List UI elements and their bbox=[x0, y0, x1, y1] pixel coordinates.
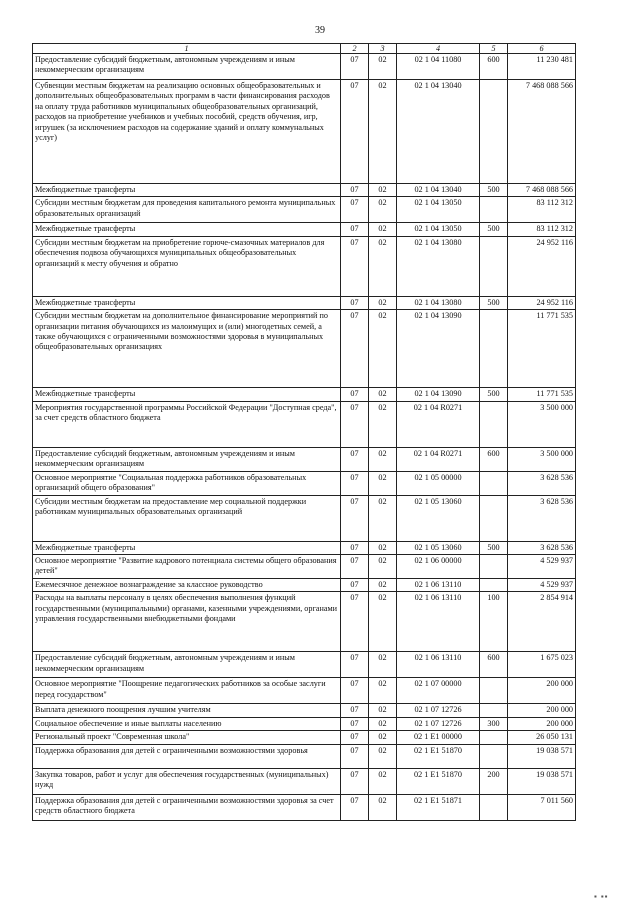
corner-mark: ▪ ▪▪ bbox=[594, 892, 609, 901]
row-amount-cell: 19 038 571 bbox=[508, 744, 576, 768]
row-amount-cell: 2 854 914 bbox=[508, 592, 576, 652]
row-amount-cell: 3 628 536 bbox=[508, 495, 576, 541]
row-amount-cell: 4 529 937 bbox=[508, 579, 576, 592]
table-row bbox=[33, 184, 576, 197]
table-row bbox=[33, 236, 576, 296]
row-amount-cell: 26 050 131 bbox=[508, 731, 576, 744]
row-expense-type-cell: 500 bbox=[480, 541, 508, 554]
row-amount-cell: 3 628 536 bbox=[508, 541, 576, 554]
row-expense-type-cell: 500 bbox=[480, 223, 508, 236]
row-amount-cell: 83 112 312 bbox=[508, 223, 576, 236]
row-target-code-cell: 02 1 05 13060 bbox=[397, 541, 480, 554]
row-expense-type-cell: 600 bbox=[480, 652, 508, 678]
row-expense-type-cell bbox=[480, 731, 508, 744]
table-row bbox=[33, 555, 576, 579]
page-number: 39 bbox=[315, 25, 325, 36]
row-subsection-cell: 02 bbox=[369, 223, 397, 236]
row-name-cell: Выплата денежного поощрения лучшим учителям bbox=[33, 704, 341, 717]
row-section-cell: 07 bbox=[341, 768, 369, 794]
row-name-cell: Региональный проект "Современная школа" bbox=[33, 731, 341, 744]
row-target-code-cell: 02 1 04 13080 bbox=[397, 236, 480, 296]
row-subsection-cell: 02 bbox=[369, 592, 397, 652]
row-subsection-cell: 02 bbox=[369, 794, 397, 820]
row-amount-cell: 4 529 937 bbox=[508, 555, 576, 579]
row-target-code-cell: 02 1 07 00000 bbox=[397, 678, 480, 704]
row-subsection-cell: 02 bbox=[369, 495, 397, 541]
table-row bbox=[33, 495, 576, 541]
table-row bbox=[33, 704, 576, 717]
table-row bbox=[33, 471, 576, 495]
row-target-code-cell: 02 1 04 13050 bbox=[397, 223, 480, 236]
row-section-cell: 07 bbox=[341, 223, 369, 236]
row-section-cell: 07 bbox=[341, 652, 369, 678]
row-expense-type-cell: 500 bbox=[480, 184, 508, 197]
row-amount-cell: 200 000 bbox=[508, 678, 576, 704]
row-name-cell: Ежемесячное денежное вознаграждение за классное руководство bbox=[33, 579, 341, 592]
table-row bbox=[33, 768, 576, 794]
row-name-cell: Субсидии местным бюджетам для проведения капитального ремонта муниципальных образовательных организаций bbox=[33, 197, 341, 223]
row-amount-cell: 200 000 bbox=[508, 717, 576, 730]
table-row bbox=[33, 652, 576, 678]
row-target-code-cell: 02 1 06 13110 bbox=[397, 579, 480, 592]
row-subsection-cell: 02 bbox=[369, 184, 397, 197]
row-expense-type-cell: 300 bbox=[480, 717, 508, 730]
row-name-cell: Предоставление субсидий бюджетным, автономным учреждениям и иным некоммерческим организациям bbox=[33, 652, 341, 678]
row-name-cell: Закупка товаров, работ и услуг для обеспечения государственных (муниципальных) нужд bbox=[33, 768, 341, 794]
row-target-code-cell: 02 1 E1 51871 bbox=[397, 794, 480, 820]
row-expense-type-cell: 200 bbox=[480, 768, 508, 794]
row-name-cell: Расходы на выплаты персоналу в целях обеспечения выполнения функций государственными (муниципальными) органами, казенными учреждениями, органами управления государственными внебюджетными фондами bbox=[33, 592, 341, 652]
row-section-cell: 07 bbox=[341, 447, 369, 471]
row-name-cell: Предоставление субсидий бюджетным, автономным учреждениям и иным некоммерческим организациям bbox=[33, 447, 341, 471]
row-amount-cell: 3 500 000 bbox=[508, 401, 576, 447]
row-section-cell: 07 bbox=[341, 495, 369, 541]
row-name-cell: Поддержка образования для детей с ограниченными возможностями здоровья bbox=[33, 744, 341, 768]
row-expense-type-cell bbox=[480, 80, 508, 184]
row-subsection-cell: 02 bbox=[369, 652, 397, 678]
row-expense-type-cell: 500 bbox=[480, 296, 508, 309]
table-row bbox=[33, 197, 576, 223]
row-amount-cell: 7 468 088 566 bbox=[508, 80, 576, 184]
row-target-code-cell: 02 1 04 13050 bbox=[397, 197, 480, 223]
row-section-cell: 07 bbox=[341, 401, 369, 447]
table-row bbox=[33, 794, 576, 820]
row-name-cell: Межбюджетные трансферты bbox=[33, 541, 341, 554]
row-section-cell: 07 bbox=[341, 197, 369, 223]
row-section-cell: 07 bbox=[341, 541, 369, 554]
row-subsection-cell: 02 bbox=[369, 704, 397, 717]
row-name-cell: Основное мероприятие "Социальная поддержка работников образовательных организаций общего образования" bbox=[33, 471, 341, 495]
table-header-row bbox=[33, 44, 576, 54]
row-target-code-cell: 02 1 E1 51870 bbox=[397, 744, 480, 768]
row-target-code-cell: 02 1 04 13080 bbox=[397, 296, 480, 309]
row-name-cell: Субсидии местным бюджетам на предоставление мер социальной поддержки работникам муниципальных образовательных организаций bbox=[33, 495, 341, 541]
row-name-cell: Мероприятия государственной программы Российской Федерации "Доступная среда", за счет средств областного бюджета bbox=[33, 401, 341, 447]
row-expense-type-cell bbox=[480, 579, 508, 592]
row-section-cell: 07 bbox=[341, 579, 369, 592]
row-amount-cell: 200 000 bbox=[508, 704, 576, 717]
row-section-cell: 07 bbox=[341, 388, 369, 401]
row-section-cell: 07 bbox=[341, 184, 369, 197]
row-target-code-cell: 02 1 04 11080 bbox=[397, 54, 480, 80]
row-section-cell: 07 bbox=[341, 678, 369, 704]
row-target-code-cell: 02 1 06 00000 bbox=[397, 555, 480, 579]
row-section-cell: 07 bbox=[341, 592, 369, 652]
row-name-cell: Социальное обеспечение и иные выплаты населению bbox=[33, 717, 341, 730]
row-expense-type-cell: 600 bbox=[480, 447, 508, 471]
table-row bbox=[33, 592, 576, 652]
row-name-cell: Основное мероприятие "Поощрение педагогических работников за особые заслуги перед государством" bbox=[33, 678, 341, 704]
table-row bbox=[33, 447, 576, 471]
row-expense-type-cell: 100 bbox=[480, 592, 508, 652]
row-section-cell: 07 bbox=[341, 296, 369, 309]
column-header: 4 bbox=[397, 44, 480, 54]
row-target-code-cell: 02 1 06 13110 bbox=[397, 652, 480, 678]
column-header: 6 bbox=[508, 44, 576, 54]
table-row bbox=[33, 388, 576, 401]
row-subsection-cell: 02 bbox=[369, 401, 397, 447]
table-row bbox=[33, 678, 576, 704]
row-expense-type-cell bbox=[480, 794, 508, 820]
row-section-cell: 07 bbox=[341, 310, 369, 388]
budget-table bbox=[32, 43, 576, 821]
row-amount-cell: 11 771 535 bbox=[508, 310, 576, 388]
row-target-code-cell: 02 1 04 13040 bbox=[397, 80, 480, 184]
row-subsection-cell: 02 bbox=[369, 447, 397, 471]
table-row bbox=[33, 401, 576, 447]
row-target-code-cell: 02 1 E1 51870 bbox=[397, 768, 480, 794]
row-subsection-cell: 02 bbox=[369, 236, 397, 296]
row-name-cell: Субсидии местным бюджетам на дополнительное финансирование мероприятий по организации питания обучающихся из малоимущих и (или) многодетных семей, а также обучающихся с ограниченными возможностями здоровья в муниципальных общеобразовательных организациях bbox=[33, 310, 341, 388]
row-name-cell: Субсидии местным бюджетам на приобретение горюче-смазочных материалов для обеспечения подвоза обучающихся муниципальных общеобразовательных организаций к месту обучения и обратно bbox=[33, 236, 341, 296]
table-row bbox=[33, 731, 576, 744]
row-expense-type-cell bbox=[480, 310, 508, 388]
row-target-code-cell: 02 1 07 12726 bbox=[397, 717, 480, 730]
row-name-cell: Субвенции местным бюджетам на реализацию основных общеобразовательных и дополнительных общеобразовательных программ в части финансирования расходов на оплату труда работников муниципальных общеобразовательных организаций, расходов на приобретение учебников и учебных пособий, средств обучения, игр, игрушек (за исключением расходов на содержание зданий и оплату коммунальных услуг) bbox=[33, 80, 341, 184]
row-section-cell: 07 bbox=[341, 744, 369, 768]
row-subsection-cell: 02 bbox=[369, 678, 397, 704]
row-subsection-cell: 02 bbox=[369, 717, 397, 730]
row-expense-type-cell bbox=[480, 678, 508, 704]
column-header: 2 bbox=[341, 44, 369, 54]
row-target-code-cell: 02 1 07 12726 bbox=[397, 704, 480, 717]
row-expense-type-cell bbox=[480, 495, 508, 541]
row-section-cell: 07 bbox=[341, 80, 369, 184]
row-section-cell: 07 bbox=[341, 717, 369, 730]
row-expense-type-cell bbox=[480, 197, 508, 223]
row-subsection-cell: 02 bbox=[369, 555, 397, 579]
table-row bbox=[33, 80, 576, 184]
row-subsection-cell: 02 bbox=[369, 388, 397, 401]
row-name-cell: Межбюджетные трансферты bbox=[33, 388, 341, 401]
row-section-cell: 07 bbox=[341, 794, 369, 820]
row-expense-type-cell bbox=[480, 744, 508, 768]
row-expense-type-cell bbox=[480, 704, 508, 717]
row-target-code-cell: 02 1 04 R0271 bbox=[397, 401, 480, 447]
row-target-code-cell: 02 1 04 13040 bbox=[397, 184, 480, 197]
row-target-code-cell: 02 1 05 13060 bbox=[397, 495, 480, 541]
row-amount-cell: 3 500 000 bbox=[508, 447, 576, 471]
row-amount-cell: 19 038 571 bbox=[508, 768, 576, 794]
row-amount-cell: 11 771 535 bbox=[508, 388, 576, 401]
column-header: 1 bbox=[33, 44, 341, 54]
row-subsection-cell: 02 bbox=[369, 731, 397, 744]
table-row bbox=[33, 310, 576, 388]
row-name-cell: Межбюджетные трансферты bbox=[33, 296, 341, 309]
row-amount-cell: 7 011 560 bbox=[508, 794, 576, 820]
row-target-code-cell: 02 1 04 13090 bbox=[397, 310, 480, 388]
table-row bbox=[33, 541, 576, 554]
row-amount-cell: 11 230 481 bbox=[508, 54, 576, 80]
row-subsection-cell: 02 bbox=[369, 471, 397, 495]
row-section-cell: 07 bbox=[341, 54, 369, 80]
row-subsection-cell: 02 bbox=[369, 80, 397, 184]
table-row bbox=[33, 296, 576, 309]
row-target-code-cell: 02 1 05 00000 bbox=[397, 471, 480, 495]
row-name-cell: Межбюджетные трансферты bbox=[33, 184, 341, 197]
row-expense-type-cell bbox=[480, 471, 508, 495]
row-target-code-cell: 02 1 06 13110 bbox=[397, 592, 480, 652]
row-target-code-cell: 02 1 04 13090 bbox=[397, 388, 480, 401]
row-amount-cell: 7 468 088 566 bbox=[508, 184, 576, 197]
row-amount-cell: 24 952 116 bbox=[508, 236, 576, 296]
table-row bbox=[33, 223, 576, 236]
row-expense-type-cell bbox=[480, 401, 508, 447]
table-row bbox=[33, 717, 576, 730]
row-amount-cell: 24 952 116 bbox=[508, 296, 576, 309]
row-subsection-cell: 02 bbox=[369, 54, 397, 80]
row-expense-type-cell bbox=[480, 236, 508, 296]
row-name-cell: Основное мероприятие "Развитие кадрового потенциала системы общего образования детей" bbox=[33, 555, 341, 579]
row-amount-cell: 1 675 023 bbox=[508, 652, 576, 678]
row-section-cell: 07 bbox=[341, 236, 369, 296]
table-row bbox=[33, 54, 576, 80]
row-subsection-cell: 02 bbox=[369, 541, 397, 554]
row-expense-type-cell: 600 bbox=[480, 54, 508, 80]
row-subsection-cell: 02 bbox=[369, 579, 397, 592]
row-subsection-cell: 02 bbox=[369, 768, 397, 794]
row-subsection-cell: 02 bbox=[369, 197, 397, 223]
row-expense-type-cell: 500 bbox=[480, 388, 508, 401]
row-amount-cell: 83 112 312 bbox=[508, 197, 576, 223]
table-row bbox=[33, 579, 576, 592]
row-subsection-cell: 02 bbox=[369, 296, 397, 309]
row-expense-type-cell bbox=[480, 555, 508, 579]
row-section-cell: 07 bbox=[341, 555, 369, 579]
column-header: 3 bbox=[369, 44, 397, 54]
row-name-cell: Межбюджетные трансферты bbox=[33, 223, 341, 236]
row-subsection-cell: 02 bbox=[369, 744, 397, 768]
row-subsection-cell: 02 bbox=[369, 310, 397, 388]
row-amount-cell: 3 628 536 bbox=[508, 471, 576, 495]
row-name-cell: Предоставление субсидий бюджетным, автономным учреждениям и иным некоммерческим организациям bbox=[33, 54, 341, 80]
row-section-cell: 07 bbox=[341, 704, 369, 717]
row-section-cell: 07 bbox=[341, 471, 369, 495]
row-target-code-cell: 02 1 04 R0271 bbox=[397, 447, 480, 471]
column-header: 5 bbox=[480, 44, 508, 54]
table-row bbox=[33, 744, 576, 768]
row-target-code-cell: 02 1 E1 00000 bbox=[397, 731, 480, 744]
row-name-cell: Поддержка образования для детей с ограниченными возможностями здоровья за счет средств областного бюджета bbox=[33, 794, 341, 820]
row-section-cell: 07 bbox=[341, 731, 369, 744]
table-body bbox=[33, 54, 576, 821]
